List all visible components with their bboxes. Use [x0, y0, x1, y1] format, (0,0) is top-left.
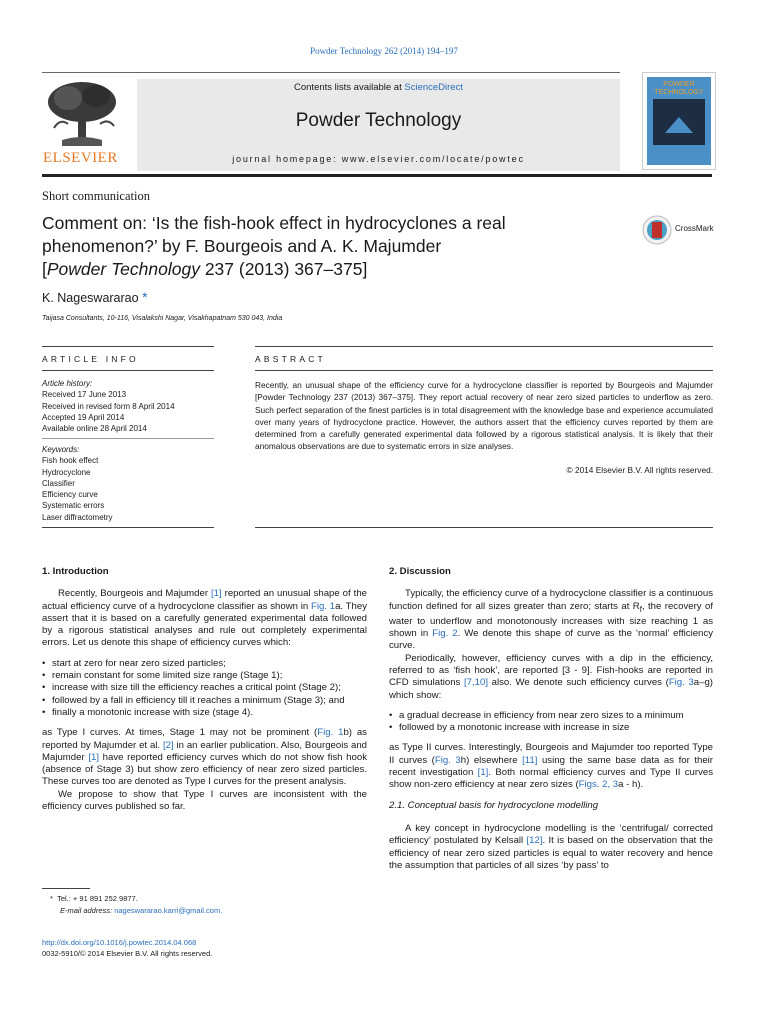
text-run: using the same base data as for their recent investigation — [389, 754, 713, 779]
crossmark-label: CrossMark — [675, 224, 714, 233]
article-info-label: ARTICLE INFO — [42, 354, 139, 364]
text-run: Typically, the efficiency curve of a hydrocyclone classifier is a continuous function defined for all sizes greater than zero; starts at R — [389, 588, 713, 612]
keywords-label: Keywords: — [42, 445, 80, 454]
page-footer — [42, 937, 212, 959]
type-ii-criteria-list — [389, 710, 713, 735]
abstract-rule-mid — [255, 370, 713, 371]
text-run: h) elsewhere — [460, 754, 523, 766]
abstract-text: Recently, an unusual shape of the efficiency curve for a hydrocyclone classifier is reported by Bourgeois and Majumder [Powder Technology 237 (2013) 367–375]. They report actual recovery of near zero sized particles to underflow as zero. Such perfect separation of the finest particles is in total disagreement with the knowledge base and experience accumulated over many years of hydrocyclone practice. However, the authors assert that the efficiency curves reported by them are determined from a carefully generated experimental data followed by a rigorous statistical analysis. It is likely that their anomalous observations are due to systematic errors in size analyses. — [255, 380, 713, 452]
title-citation: 237 (2013) 367–375] — [199, 259, 368, 279]
text-run: a–g) which show: — [389, 677, 713, 701]
email-label: E-mail address: — [60, 905, 113, 915]
keyword: Classifier — [42, 478, 75, 488]
text-run: reported an unusual shape of the actual efficiency curve of a hydrocyclone classifier as shown in — [42, 588, 367, 612]
title-line-2: phenomenon?’ by F. Bourgeois and A. K. Majumder — [42, 236, 442, 256]
text-run: as Type II curves. Interestingly, Bourgeois and Majumder too reported Type II curves ( — [389, 742, 713, 766]
discussion-paragraph-4 — [389, 823, 713, 872]
ref-link[interactable]: [12] — [526, 835, 543, 847]
text-run: A key concept in hydrocyclone modelling is the ‘centrifugal/ corrected efficiency’ postulated by Kelsall — [389, 822, 713, 847]
article-type: Short communication — [42, 189, 150, 203]
subsection-heading: 2.1. Conceptual basis for hydrocyclone modelling — [389, 799, 599, 811]
doi-link[interactable]: http://dx.doi.org/10.1016/j.powtec.2014.04.068 — [42, 938, 197, 947]
title-line-3 — [42, 258, 602, 281]
title-line-1: Comment on: ‘Is the fish-hook effect in hydrocyclones a real — [42, 213, 506, 233]
history-label: Article history: — [42, 379, 93, 388]
figure-link[interactable]: Fig. 3 — [434, 754, 461, 766]
journal-reference[interactable]: Powder Technology 262 (2014) 194–197 — [310, 46, 458, 56]
ref-link[interactable]: [2] — [162, 739, 174, 751]
intro-paragraph-1 — [42, 588, 367, 649]
keyword: Systematic errors — [42, 501, 105, 511]
introduction-section — [42, 566, 367, 813]
intro-heading: 1. Introduction — [42, 566, 109, 577]
text-run: a. They assert that it is based on a carefully generated experimental data followed by a rigorous statistical analyses and rule out completely experimental errors. Let us denote this shape of efficiency curves which: — [42, 600, 367, 649]
keyword: Efficiency curve — [42, 490, 98, 500]
list-item: • followed by a monotonic increase with increase in size — [389, 722, 713, 734]
list-item: • followed by a fall in efficiency till it reaches a minimum (Stage 3); and — [42, 695, 367, 707]
intro-paragraph-2 — [42, 727, 367, 788]
ref-link[interactable]: [7,10] — [463, 677, 488, 689]
sciencedirect-link[interactable]: ScienceDirect — [404, 82, 463, 93]
figure-link[interactable]: Fig. 3 — [668, 677, 694, 689]
keyword: Hydrocyclone — [42, 467, 91, 477]
history-revised: Received in revised form 8 April 2014 — [42, 401, 175, 411]
text-run: Recently, Bourgeois and Majumder — [58, 588, 212, 600]
footnote-email — [50, 905, 222, 917]
author-footnote — [50, 893, 222, 916]
info-separator — [42, 438, 214, 439]
issn-line: 0032-5910/© 2014 Elsevier B.V. All rights reserved. — [42, 949, 213, 958]
journal-homepage[interactable]: journal homepage: www.elsevier.com/locate/powtec — [232, 154, 525, 164]
text-run: . It is based on the observation that the efficiency of near zero sized particles is equal to water recovery and hence the assumption that particles of all sizes ‘by pass’ to — [389, 835, 713, 871]
abstract-rule-bottom — [255, 527, 713, 528]
discussion-paragraph-2 — [389, 653, 713, 702]
list-item: • start at zero for near zero sized particles; — [42, 658, 367, 670]
abstract-copyright: © 2014 Elsevier B.V. All rights reserved. — [566, 465, 713, 475]
ref-link[interactable]: [11] — [522, 754, 538, 766]
article-history — [42, 378, 214, 434]
type-i-criteria-list — [42, 658, 367, 719]
text-run: also. We denote such efficiency curves ( — [488, 677, 669, 689]
text-run: in an earlier publication. Also, Bourgeois and Majumder — [42, 739, 368, 763]
title-journal: Powder Technology — [46, 259, 200, 279]
elsevier-wordmark: ELSEVIER — [43, 150, 118, 166]
discussion-heading: 2. Discussion — [389, 566, 451, 577]
discussion-paragraph-3 — [389, 742, 713, 791]
footnote-tel — [50, 893, 222, 905]
discussion-paragraph-1 — [389, 588, 713, 652]
crossmark-badge[interactable] — [642, 215, 722, 245]
header-rule-top — [42, 72, 620, 73]
history-accepted: Accepted 19 April 2014 — [42, 412, 125, 422]
author-name: K. Nageswararao — [42, 291, 139, 305]
list-item: • remain constant for some limited size range (Stage 1); — [42, 670, 367, 682]
info-rule-top — [42, 346, 214, 347]
header-rule-bottom — [42, 174, 712, 177]
list-item: • finally a monotonic increase with size (stage 4). — [42, 707, 367, 719]
figure-link[interactable]: Fig. 1 — [310, 600, 336, 612]
author — [42, 289, 148, 305]
title-bracket: [ — [42, 259, 47, 279]
email-link[interactable]: nageswararao.karri@gmail.com. — [114, 905, 223, 915]
text-run: Periodically, however, efficiency curves with a dip in the efficiency, referred to as ‘fish hook’, are reported [3 - 9]. Fish-hooks are reported in CFD simulations — [389, 652, 713, 689]
text-run: . Both normal efficiency curves and Type II curves show non-zero efficiency at near zero sizes ( — [389, 767, 714, 791]
subscript: f — [639, 604, 642, 614]
journal-title: Powder Technology — [295, 110, 462, 131]
abstract-label: ABSTRACT — [255, 354, 326, 364]
footnote-rule — [42, 888, 90, 889]
list-item: • a gradual decrease in efficiency from near zero sizes to a minimum — [389, 710, 713, 722]
info-rule-bottom — [42, 527, 214, 528]
footnote-mark: * — [50, 894, 53, 903]
text-run: a - h). — [618, 779, 644, 791]
contents-line — [137, 82, 620, 93]
figure-link[interactable]: Figs. 2, 3 — [578, 779, 619, 791]
abstract-rule-top — [255, 346, 713, 347]
affiliation: Taijasa Consultants, 10-116, Visalakshi Nagar, Visakhapatnam 530 043, India — [42, 315, 283, 322]
text-run: . We denote this shape of curve as the ‘normal’ efficiency curve. — [389, 628, 713, 652]
ref-link[interactable]: [1] — [88, 751, 99, 763]
figure-link[interactable]: Fig. 1 — [317, 727, 344, 739]
list-item: • increase with size till the efficiency reaches a critical point (Stage 2); — [42, 682, 367, 694]
keyword: Laser diffractometry — [42, 512, 113, 522]
keywords-block — [42, 444, 214, 523]
journal-cover — [642, 72, 716, 170]
text-run: , the recovery of water to underflow and monotonously increases with size reaching 1 as shown in — [389, 600, 713, 640]
ref-link[interactable]: [1] — [477, 767, 489, 779]
ref-link[interactable]: [1] — [211, 588, 222, 600]
history-received: Received 17 June 2013 — [42, 390, 127, 400]
text-run: b) as reported by Majumder et al. — [42, 727, 367, 751]
text-run: as Type I curves. At times, Stage 1 may not be prominent ( — [42, 727, 318, 739]
footnote-tel-text: Tel.: + 91 891 252 9877. — [57, 894, 138, 903]
figure-link[interactable]: Fig. 2 — [432, 628, 458, 640]
author-footnote-mark[interactable]: * — [142, 289, 148, 305]
cover-title: POWDER TECHNOLOGY — [654, 81, 704, 96]
history-online: Available online 28 April 2014 — [42, 424, 147, 434]
discussion-section — [389, 566, 713, 872]
keyword: Fish hook effect — [42, 456, 99, 466]
contents-prefix: Contents lists available at — [294, 82, 402, 93]
intro-paragraph-3: We propose to show that Type I curves are inconsistent with the efficiency curves published so far. — [42, 788, 367, 813]
text-run: have reported efficiency curves which do not show fish hook (absence of Stage 3) but show zero efficiency of near zero sized particles. These curves too are denoted as Type I curves for the present analysis. — [42, 751, 367, 788]
info-rule-mid — [42, 370, 214, 371]
article-title — [42, 212, 602, 281]
